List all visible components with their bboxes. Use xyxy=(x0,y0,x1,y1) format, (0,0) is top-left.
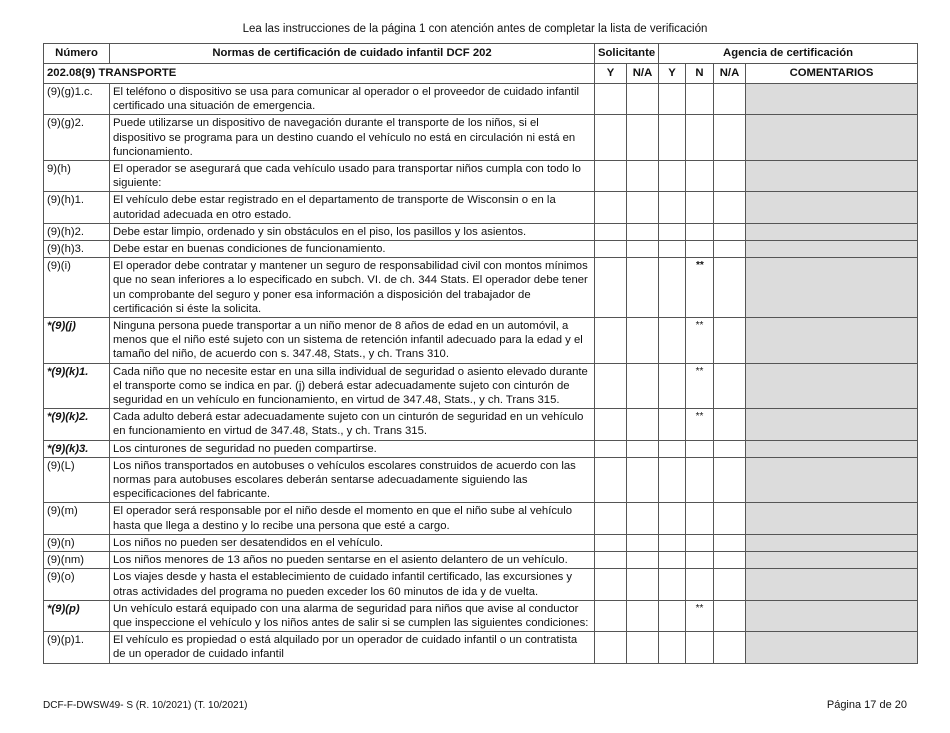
col-sol-y: Y xyxy=(595,64,627,84)
agency-yes-cell[interactable] xyxy=(659,161,686,192)
rule-text: Debe estar en buenas condiciones de funcionamiento. xyxy=(110,241,595,258)
agency-yes-cell[interactable] xyxy=(659,534,686,551)
rule-text: El operador será responsable por el niño desde el momento en que el niño sube al vehículo hasta que llega a destino y lo recibe una persona que esté a cargo. xyxy=(110,503,595,534)
agency-yes-cell[interactable] xyxy=(659,223,686,240)
comments-cell[interactable] xyxy=(746,503,918,534)
applicant-na-cell[interactable] xyxy=(627,600,659,631)
comments-cell[interactable] xyxy=(746,600,918,631)
agency-no-cell[interactable] xyxy=(686,223,714,240)
comments-cell[interactable] xyxy=(746,569,918,600)
agency-no-cell[interactable] xyxy=(686,84,714,115)
table-row xyxy=(44,600,918,631)
comments-cell[interactable] xyxy=(746,409,918,440)
agency-na-cell[interactable] xyxy=(714,192,746,223)
agency-yes-cell[interactable] xyxy=(659,503,686,534)
agency-no-cell[interactable] xyxy=(686,440,714,457)
agency-yes-cell[interactable] xyxy=(659,84,686,115)
applicant-na-cell[interactable] xyxy=(627,569,659,600)
applicant-yes-cell[interactable] xyxy=(595,440,627,457)
rule-text: Puede utilizarse un dispositivo de navegación durante el transporte de los niños, si el dispositivo se programa para un destino cuando el vehículo no está en circulación ni está en funcionamiento. xyxy=(110,115,595,161)
agency-na-cell[interactable] xyxy=(714,318,746,364)
agency-na-cell[interactable] xyxy=(714,363,746,409)
rule-text: Un vehículo estará equipado con una alarma de seguridad para niños que avise al conductor que inspeccione el vehículo y los niños antes de salir si se cumplen las siguientes condiciones: xyxy=(110,600,595,631)
form-id: DCF-F-DWSW49- S (R. 10/2021) (T. 10/2021) xyxy=(43,700,248,711)
applicant-na-cell[interactable] xyxy=(627,258,659,318)
agency-no-cell[interactable] xyxy=(686,569,714,600)
table-row xyxy=(44,534,918,551)
agency-na-cell[interactable] xyxy=(714,457,746,503)
rule-number: 9)(h) xyxy=(44,161,110,192)
rule-text: Cada adulto deberá estar adecuadamente sujeto con un cinturón de seguridad en un vehículo en funcionamiento en virtud de 347.48, Stats., y ch. Trans 315. xyxy=(110,409,595,440)
comments-cell[interactable] xyxy=(746,363,918,409)
agency-na-cell[interactable] xyxy=(714,115,746,161)
agency-no-cell[interactable] xyxy=(686,457,714,503)
col-numero: Número xyxy=(44,44,110,64)
col-comentarios: COMENTARIOS xyxy=(746,64,918,84)
col-ag-y: Y xyxy=(659,64,686,84)
applicant-yes-cell[interactable] xyxy=(595,258,627,318)
comments-cell[interactable] xyxy=(746,258,918,318)
col-sol-na: N/A xyxy=(627,64,659,84)
table-row xyxy=(44,192,918,223)
agency-no-cell[interactable]: ** xyxy=(686,409,714,440)
rule-text: El operador debe contratar y mantener un seguro de responsabilidad civil con montos mínimos que no sean inferiores a lo especificado en subch. VI. de ch. 344 Stats. El operador debe tener un comprobante del seguro y poner esa información a disposición del trabajador de certificación si éste la solicita. xyxy=(110,258,595,318)
agency-no-cell[interactable]: ** xyxy=(686,318,714,364)
comments-cell[interactable] xyxy=(746,534,918,551)
applicant-na-cell[interactable] xyxy=(627,241,659,258)
rule-text: Los niños menores de 13 años no pueden sentarse en el asiento delantero de un vehículo. xyxy=(110,552,595,569)
agency-no-cell[interactable]: ** xyxy=(686,363,714,409)
table-row xyxy=(44,363,918,409)
agency-na-cell[interactable] xyxy=(714,258,746,318)
agency-na-cell[interactable] xyxy=(714,552,746,569)
agency-no-cell[interactable] xyxy=(686,503,714,534)
rule-number: (9)(m) xyxy=(44,503,110,534)
applicant-na-cell[interactable] xyxy=(627,552,659,569)
agency-yes-cell[interactable] xyxy=(659,569,686,600)
rule-number: (9)(h)3. xyxy=(44,241,110,258)
agency-no-cell[interactable] xyxy=(686,161,714,192)
agency-no-cell[interactable] xyxy=(686,552,714,569)
applicant-na-cell[interactable] xyxy=(627,192,659,223)
agency-yes-cell[interactable] xyxy=(659,318,686,364)
col-solicitante: Solicitante xyxy=(595,44,659,64)
applicant-na-cell[interactable] xyxy=(627,409,659,440)
agency-no-cell[interactable] xyxy=(686,632,714,663)
agency-no-cell[interactable] xyxy=(686,241,714,258)
agency-na-cell[interactable] xyxy=(714,161,746,192)
applicant-yes-cell[interactable] xyxy=(595,600,627,631)
agency-na-cell[interactable] xyxy=(714,440,746,457)
comments-cell[interactable] xyxy=(746,223,918,240)
col-agencia: Agencia de certificación xyxy=(659,44,918,64)
applicant-na-cell[interactable] xyxy=(627,632,659,663)
rule-text: Cada niño que no necesite estar en una silla individual de seguridad o asiento elevado durante el transporte como se indica en par. (j) deberá estar adecuadamente sujeto con cinturón de seguridad en un vehículo en funcionamiento, en virtud de 347.48, Stats., y ch. Trans 315. xyxy=(110,363,595,409)
table-row xyxy=(44,552,918,569)
comments-cell[interactable] xyxy=(746,192,918,223)
table-row xyxy=(44,457,918,503)
col-normas: Normas de certificación de cuidado infantil DCF 202 xyxy=(110,44,595,64)
table-row xyxy=(44,569,918,600)
comments-cell[interactable] xyxy=(746,552,918,569)
applicant-na-cell[interactable] xyxy=(627,84,659,115)
page-number: Página 17 de 20 xyxy=(826,699,907,711)
applicant-na-cell[interactable] xyxy=(627,534,659,551)
applicant-yes-cell[interactable] xyxy=(595,161,627,192)
rule-text: Ninguna persona puede transportar a un niño menor de 8 años de edad en un automóvil, a menos que el niño esté sujeto con un sistema de retención infantil adecuado para la edad y el tamaño del niño, de acuerdo con s. 347.48, Stats., y ch. Trans 310. xyxy=(110,318,595,364)
agency-no-cell[interactable] xyxy=(686,115,714,161)
comments-cell[interactable] xyxy=(746,457,918,503)
comments-cell[interactable] xyxy=(746,241,918,258)
table-row xyxy=(44,258,918,318)
applicant-yes-cell[interactable] xyxy=(595,223,627,240)
table-row xyxy=(44,318,918,364)
rule-number: (9)(i) xyxy=(44,258,110,318)
agency-yes-cell[interactable] xyxy=(659,632,686,663)
applicant-na-cell[interactable] xyxy=(627,223,659,240)
agency-yes-cell[interactable] xyxy=(659,440,686,457)
applicant-yes-cell[interactable] xyxy=(595,318,627,364)
table-row xyxy=(44,241,918,258)
agency-na-cell[interactable] xyxy=(714,632,746,663)
applicant-yes-cell[interactable] xyxy=(595,241,627,258)
table-row xyxy=(44,503,918,534)
rule-number: (9)(p)1. xyxy=(44,632,110,663)
agency-yes-cell[interactable] xyxy=(659,552,686,569)
comments-cell[interactable] xyxy=(746,632,918,663)
agency-na-cell[interactable] xyxy=(714,600,746,631)
agency-yes-cell[interactable] xyxy=(659,457,686,503)
agency-no-cell[interactable]: ** xyxy=(686,600,714,631)
applicant-yes-cell[interactable] xyxy=(595,363,627,409)
agency-no-cell[interactable] xyxy=(686,192,714,223)
rule-text: Debe estar limpio, ordenado y sin obstáculos en el piso, los pasillos y los asientos. xyxy=(110,223,595,240)
agency-yes-cell[interactable] xyxy=(659,115,686,161)
comments-cell[interactable] xyxy=(746,115,918,161)
agency-yes-cell[interactable] xyxy=(659,363,686,409)
agency-yes-cell[interactable] xyxy=(659,192,686,223)
rule-number: (9)(o) xyxy=(44,569,110,600)
applicant-na-cell[interactable] xyxy=(627,115,659,161)
rule-number: (9)(L) xyxy=(44,457,110,503)
agency-na-cell[interactable] xyxy=(714,84,746,115)
rule-number: *(9)(k)3. xyxy=(44,440,110,457)
applicant-yes-cell[interactable] xyxy=(595,457,627,503)
agency-yes-cell[interactable] xyxy=(659,241,686,258)
rule-number: (9)(nm) xyxy=(44,552,110,569)
applicant-na-cell[interactable] xyxy=(627,363,659,409)
applicant-yes-cell[interactable] xyxy=(595,503,627,534)
comments-cell[interactable] xyxy=(746,84,918,115)
rule-text: Los viajes desde y hasta el establecimiento de cuidado infantil certificado, las excursiones y otras actividades del programa no pueden exceder los 60 minutos de ida y de vuelta. xyxy=(110,569,595,600)
applicant-yes-cell[interactable] xyxy=(595,409,627,440)
rule-text: El vehículo es propiedad o está alquilado por un operador de cuidado infantil o un contratista de un operador de cuidado infantil xyxy=(110,632,595,663)
rule-number: (9)(h)1. xyxy=(44,192,110,223)
comments-cell[interactable] xyxy=(746,318,918,364)
applicant-na-cell[interactable] xyxy=(627,161,659,192)
col-ag-na: N/A xyxy=(714,64,746,84)
agency-na-cell[interactable] xyxy=(714,241,746,258)
applicant-yes-cell[interactable] xyxy=(595,115,627,161)
agency-na-cell[interactable] xyxy=(714,569,746,600)
agency-yes-cell[interactable] xyxy=(659,409,686,440)
rule-number: *(9)(p) xyxy=(44,600,110,631)
rule-number: (9)(h)2. xyxy=(44,223,110,240)
agency-no-cell[interactable]: ** xyxy=(686,258,714,318)
rule-number: (9)(n) xyxy=(44,534,110,551)
agency-na-cell[interactable] xyxy=(714,534,746,551)
rule-text: Los niños no pueden ser desatendidos en el vehículo. xyxy=(110,534,595,551)
applicant-yes-cell[interactable] xyxy=(595,534,627,551)
table-row xyxy=(44,223,918,240)
applicant-na-cell[interactable] xyxy=(627,457,659,503)
applicant-na-cell[interactable] xyxy=(627,440,659,457)
rule-text: El operador se asegurará que cada vehículo usado para transportar niños cumpla con todo lo siguiente: xyxy=(110,161,595,192)
applicant-na-cell[interactable] xyxy=(627,503,659,534)
agency-na-cell[interactable] xyxy=(714,223,746,240)
rule-number: (9)(g)2. xyxy=(44,115,110,161)
agency-yes-cell[interactable] xyxy=(659,258,686,318)
rule-number: *(9)(k)2. xyxy=(44,409,110,440)
table-row xyxy=(44,115,918,161)
col-ag-n: N xyxy=(686,64,714,84)
instructions-note: Lea las instrucciones de la página 1 con atención antes de completar la lista de verificación xyxy=(242,23,708,35)
table-row xyxy=(44,440,918,457)
rule-text: Los niños transportados en autobuses o vehículos escolares construidos de acuerdo con las normas para autobuses escolares deberán sentarse adecuadamente siguiendo las especificaciones del fabricante. xyxy=(110,457,595,503)
table-row xyxy=(44,409,918,440)
agency-na-cell[interactable] xyxy=(714,503,746,534)
rule-text: El vehículo debe estar registrado en el departamento de transporte de Wisconsin o en la autoridad adecuada en otro estado. xyxy=(110,192,595,223)
rule-number: *(9)(k)1. xyxy=(44,363,110,409)
agency-na-cell[interactable] xyxy=(714,409,746,440)
comments-cell[interactable] xyxy=(746,440,918,457)
table-row xyxy=(44,161,918,192)
table-row xyxy=(44,632,918,663)
applicant-yes-cell[interactable] xyxy=(595,192,627,223)
comments-cell[interactable] xyxy=(746,161,918,192)
applicant-yes-cell[interactable] xyxy=(595,552,627,569)
rule-number: *(9)(j) xyxy=(44,318,110,364)
section-title: 202.08(9) TRANSPORTE xyxy=(44,64,595,84)
rule-number: (9)(g)1.c. xyxy=(44,84,110,115)
applicant-yes-cell[interactable] xyxy=(595,84,627,115)
rule-text: Los cinturones de seguridad no pueden compartirse. xyxy=(110,440,595,457)
applicant-na-cell[interactable] xyxy=(627,318,659,364)
table-row xyxy=(44,84,918,115)
checklist-table xyxy=(43,43,918,664)
applicant-yes-cell[interactable] xyxy=(595,569,627,600)
agency-yes-cell[interactable] xyxy=(659,600,686,631)
rule-text: El teléfono o dispositivo se usa para comunicar al operador o el proveedor de cuidado infantil certificado una situación de emergencia. xyxy=(110,84,595,115)
agency-no-cell[interactable] xyxy=(686,534,714,551)
applicant-yes-cell[interactable] xyxy=(595,632,627,663)
